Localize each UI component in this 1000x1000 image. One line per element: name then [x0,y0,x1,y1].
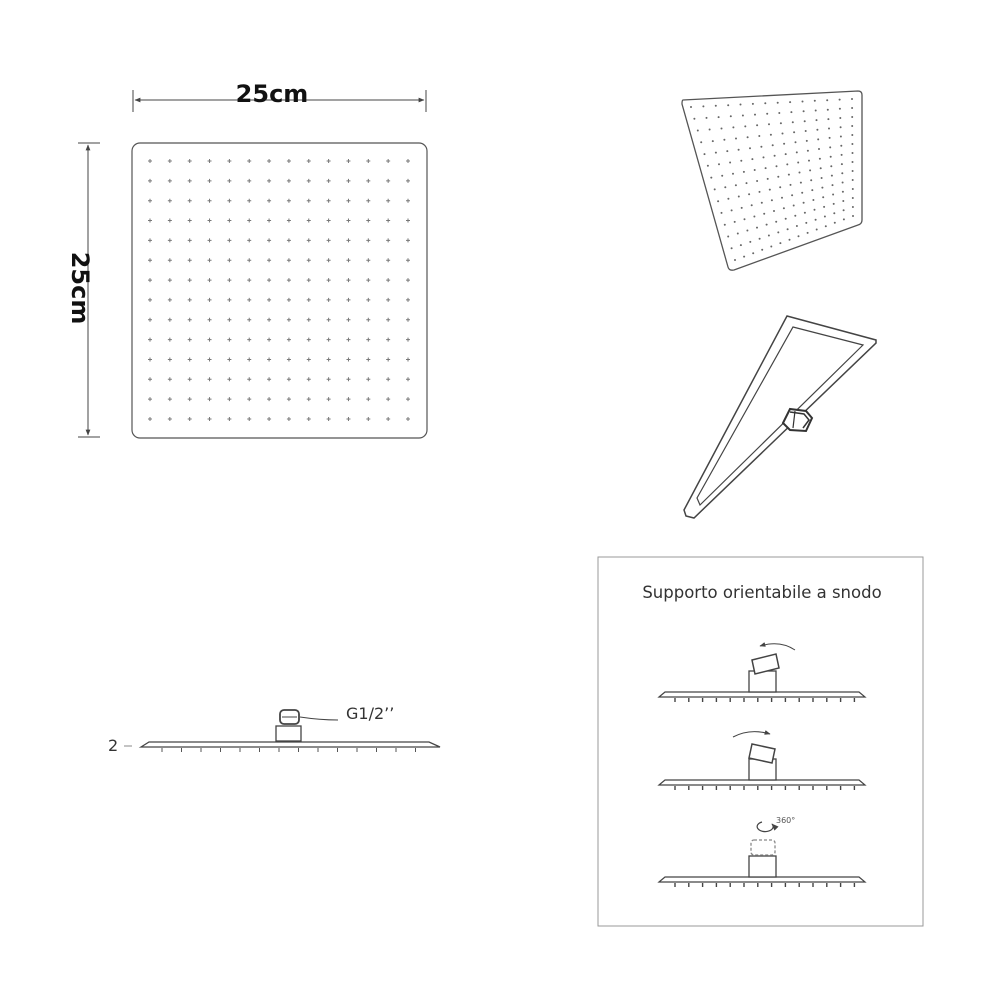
nozzle [805,130,807,132]
nozzle [826,99,828,101]
nozzle [749,241,751,243]
nozzle [807,150,809,152]
nozzle [851,143,853,145]
nozzle [816,119,818,121]
nozzle [825,225,827,227]
nozzle [833,212,835,214]
nozzle [800,182,802,184]
nozzle [815,219,817,221]
nozzle [770,134,772,136]
nozzle [779,242,781,244]
nozzle [782,133,784,135]
nozzle [777,102,779,104]
nozzle [781,197,783,199]
nozzle [727,104,729,106]
nozzle [852,197,854,199]
nozzle [717,200,719,202]
nozzle [777,231,779,233]
nozzle [808,160,810,162]
nozzle [817,138,819,140]
nozzle [799,172,801,174]
nozzle [794,215,796,217]
nozzle [814,100,816,102]
nozzle [828,128,830,130]
nozzle [812,199,814,201]
nozzle [841,172,843,174]
nozzle [842,200,844,202]
nozzle [827,118,829,120]
nozzle [735,184,737,186]
nozzle [778,112,780,114]
nozzle [764,102,766,104]
nozzle [827,109,829,111]
nozzle [807,232,809,234]
nozzle [737,233,739,235]
nozzle [842,182,844,184]
side-plate [141,742,440,747]
nozzle [697,130,699,132]
nozzle [792,121,794,123]
nozzle [832,184,834,186]
nozzle [756,227,758,229]
nozzle [718,163,720,165]
nozzle [797,162,799,164]
nozzle [822,196,824,198]
nozzle [852,215,854,217]
nozzle [819,158,821,160]
nozzle [754,114,756,116]
nozzle [712,140,714,142]
nozzle [752,103,754,105]
nozzle [840,126,842,128]
nozzle [789,239,791,241]
nozzle [738,149,740,151]
nozzle [752,252,754,254]
nozzle [843,209,845,211]
nozzle [707,165,709,167]
nozzle [803,202,805,204]
nozzle [715,105,717,107]
nozzle [747,136,749,138]
nozzle [785,218,787,220]
nozzle [706,117,708,119]
nozzle [714,188,716,190]
nozzle [761,249,763,251]
side-view [108,704,440,755]
nozzle [773,210,775,212]
nozzle [852,188,854,190]
nozzle [693,118,695,120]
nozzle [721,212,723,214]
nozzle [749,147,751,149]
nozzle [760,146,762,148]
nozzle [786,163,788,165]
nozzle [839,99,841,101]
nozzle [704,153,706,155]
nozzle [801,192,803,194]
nozzle [700,141,702,143]
nozzle [766,224,768,226]
height-label: 25cm [66,251,94,325]
nozzle [746,230,748,232]
nozzle [834,222,836,224]
nozzle [839,117,841,119]
nozzle [758,135,760,137]
perspective-back-view [684,316,876,518]
nozzle [798,235,800,237]
connector-fitting [783,409,812,431]
nozzle [852,152,854,154]
nozzle [795,141,797,143]
nozzle [751,204,753,206]
nozzle [756,124,758,126]
width-label: 25cm [235,80,309,108]
nozzle [791,194,793,196]
nozzle [779,186,781,188]
nozzle [723,139,725,141]
nozzle [818,148,820,150]
nozzle [787,228,789,230]
nozzle [702,105,704,107]
nozzle [783,143,785,145]
nozzle [724,186,726,188]
nozzle [718,116,720,118]
nozzle [727,198,729,200]
nozzle [753,216,755,218]
nozzle [756,180,758,182]
nozzle [821,187,823,189]
nozzle [741,207,743,209]
nozzle [815,110,817,112]
nozzle [754,169,756,171]
nozzle [744,125,746,127]
nozzle [805,222,807,224]
nozzle [735,138,737,140]
nozzle [851,98,853,100]
nozzle [820,167,822,169]
nozzle [763,156,765,158]
nozzle [780,122,782,124]
nozzle [759,191,761,193]
nozzle [785,153,787,155]
nozzle [814,209,816,211]
nozzle [829,146,831,148]
nozzle [851,107,853,109]
nozzle [831,175,833,177]
nozzle [743,256,745,258]
nozzle [771,199,773,201]
nozzle [796,151,798,153]
joint-panel-title: Supporto orientabile a snodo [642,583,882,602]
nozzle [726,150,728,152]
nozzle [783,207,785,209]
nozzle [829,137,831,139]
nozzle [824,216,826,218]
nozzle [777,176,779,178]
nozzle [746,182,748,184]
connection-leader-line [300,717,338,720]
nozzle [852,170,854,172]
joint-panel [598,557,923,926]
nozzle [851,134,853,136]
nozzle [740,104,742,106]
nozzle [810,179,812,181]
nozzle [761,202,763,204]
nozzle [790,111,792,113]
nozzle [852,161,854,163]
nozzle [802,101,804,103]
nozzle [769,189,771,191]
thickness-label: 2 [108,736,119,755]
nozzle [765,167,767,169]
nozzle [776,165,778,167]
nozzle [731,209,733,211]
nozzle [788,174,790,176]
nozzle [841,163,843,165]
back-plate-outer [684,316,876,518]
nozzle [772,144,774,146]
nozzle [738,196,740,198]
nozzle [724,224,726,226]
nozzle [732,126,734,128]
nozzle [767,178,769,180]
nozzle [793,131,795,133]
shower-plate-outline [132,143,427,438]
nozzle [730,115,732,117]
nozzle [809,169,811,171]
nozzle [721,128,723,130]
nozzle [770,246,772,248]
nozzle [734,259,736,261]
nozzle [731,247,733,249]
nozzle [840,136,842,138]
side-connector-base [276,726,301,741]
nozzle [833,203,835,205]
nozzle [804,120,806,122]
nozzle [734,221,736,223]
nozzle [830,165,832,167]
nozzle [811,189,813,191]
nozzle [823,206,825,208]
nozzle [759,238,761,240]
nozzle [710,177,712,179]
nozzle [740,244,742,246]
nozzle [830,156,832,158]
nozzle [768,235,770,237]
nozzle [851,125,853,127]
nozzle [748,193,750,195]
nozzle [732,173,734,175]
nozzle [806,140,808,142]
nozzle [766,113,768,115]
nozzle [852,206,854,208]
nozzle [832,194,834,196]
nozzle [715,152,717,154]
nozzle [852,179,854,181]
nozzle [821,177,823,179]
nozzle [729,162,731,164]
nozzle [740,160,742,162]
nozzle [709,129,711,131]
nozzle [789,101,791,103]
nozzle [816,229,818,231]
nozzle [851,116,853,118]
nozzle [816,129,818,131]
side-nozzles [162,748,416,752]
nozzle [774,155,776,157]
nozzle [768,123,770,125]
nozzle [751,158,753,160]
nozzle [793,205,795,207]
nozzle [796,225,798,227]
nozzle [744,218,746,220]
nozzle [743,171,745,173]
nozzle [790,184,792,186]
nozzle [804,212,806,214]
nozzle [839,108,841,110]
nozzle [742,115,744,117]
nozzle [841,154,843,156]
perspective-plate-outline [682,91,862,270]
nozzle [842,191,844,193]
nozzle [803,110,805,112]
perspective-front-view [682,91,862,270]
connection-label: G1/2’’ [346,704,395,723]
front-view [66,80,427,438]
nozzle [840,145,842,147]
nozzle [763,213,765,215]
nozzle [690,106,692,108]
nozzle [721,175,723,177]
nozzle [727,236,729,238]
nozzle [775,221,777,223]
rotation-label: 360° [776,816,796,825]
nozzle [843,218,845,220]
